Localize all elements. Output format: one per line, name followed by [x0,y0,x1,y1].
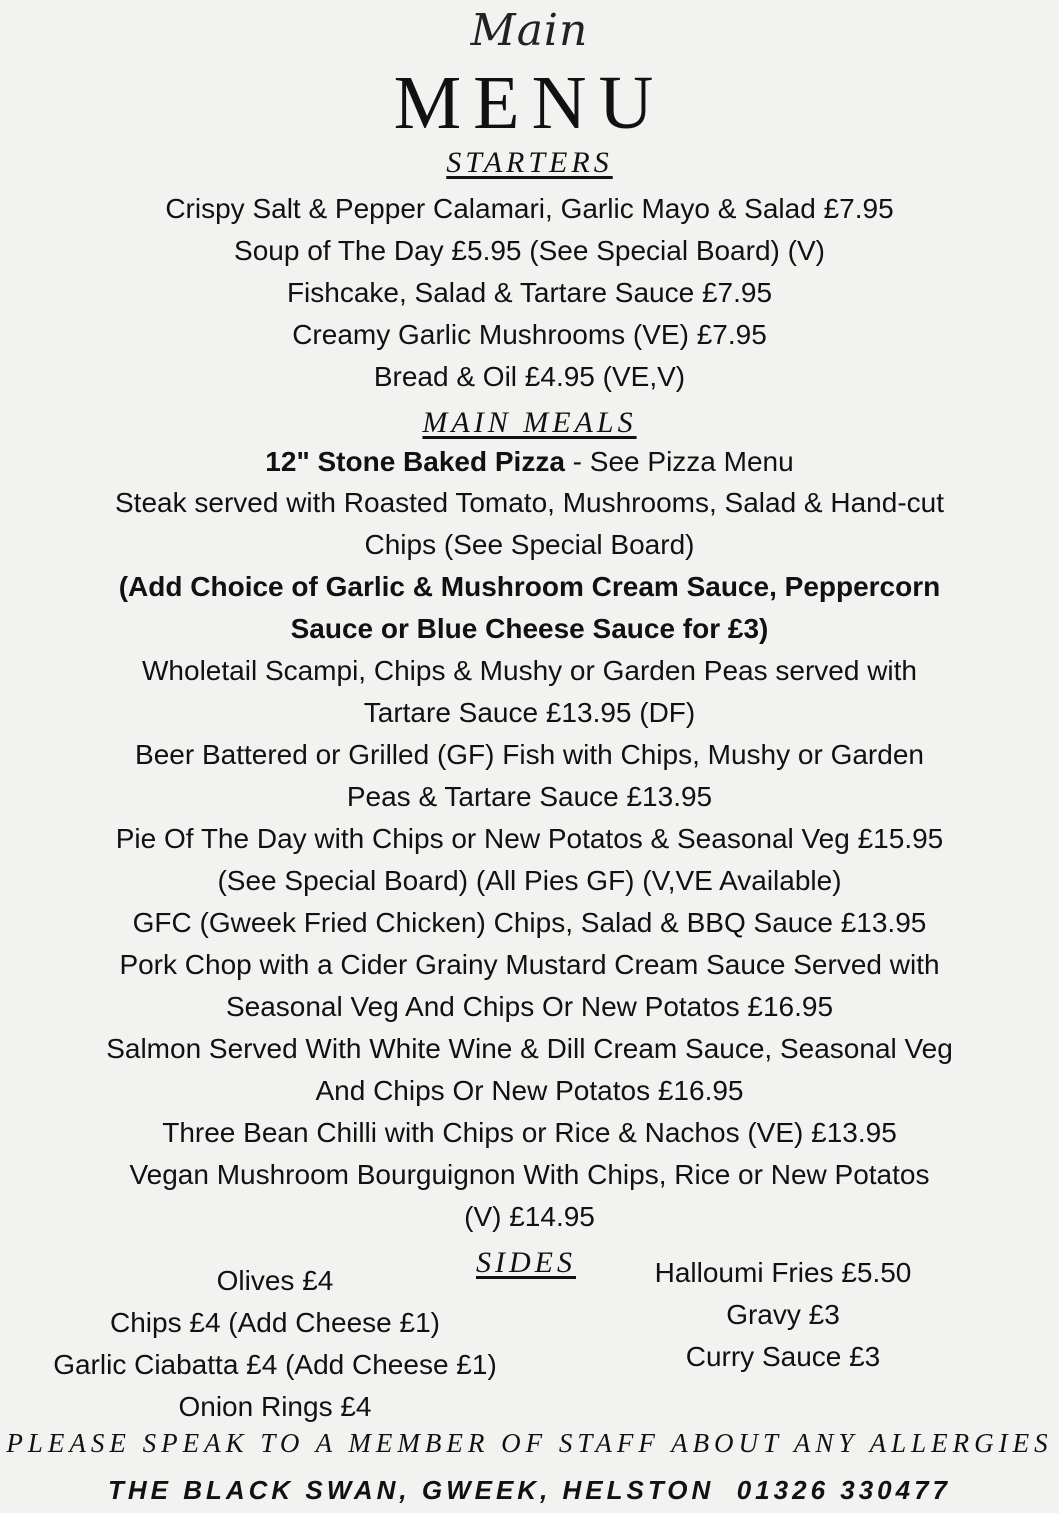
main-meals-heading: MAIN MEALS [422,406,637,439]
main-item-line: And Chips Or New Potatos £16.95 [315,1075,744,1106]
main-meals-list [0,442,1059,1238]
sauce-option-line: Sauce or Blue Cheese Sauce for £3) [290,613,769,644]
starter-item: Bread & Oil £4.95 (VE,V) [373,361,686,392]
side-item: Olives £4 [216,1265,334,1296]
sides-left-column [0,1260,550,1428]
side-item: Halloumi Fries £5.50 [654,1257,912,1288]
main-item-line: Pie Of The Day with Chips or New Potatos & Seasonal Veg £15.95 [115,823,944,854]
venue-address: THE BLACK SWAN, GWEEK, HELSTON 01326 330477 [107,1475,952,1505]
main-item-line: (See Special Board) (All Pies GF) (V,VE Available) [217,865,842,896]
starters-list [0,188,1059,398]
pizza-line [0,442,1059,482]
main-item-line: Wholetail Scampi, Chips & Mushy or Garden Peas served with [142,655,917,686]
main-item-line: Peas & Tartare Sauce £13.95 [346,781,713,812]
main-item-line: Pork Chop with a Cider Grainy Mustard Cream Sauce Served with [119,949,940,980]
menu-title: MENU [393,61,666,145]
starter-item: Crispy Salt & Pepper Calamari, Garlic Mayo & Salad £7.95 [165,193,894,224]
main-item-line: GFC (Gweek Fried Chicken) Chips, Salad & BBQ Sauce £13.95 [132,907,927,938]
side-item: Onion Rings £4 [178,1391,372,1422]
main-item-line: Seasonal Veg And Chips Or New Potatos £16.95 [225,991,834,1022]
main-item-line: Tartare Sauce £13.95 (DF) [363,697,696,728]
side-item: Chips £4 (Add Cheese £1) [110,1307,440,1338]
main-item-line: Vegan Mushroom Bourguignon With Chips, Rice or New Potatos [129,1159,930,1190]
starters-heading: STARTERS [446,146,613,179]
starter-item: Fishcake, Salad & Tartare Sauce £7.95 [286,277,773,308]
pizza-name: 12" Stone Baked Pizza [265,446,565,477]
allergy-notice: PLEASE SPEAK TO A MEMBER OF STAFF ABOUT ANY ALLERGIES [6,1428,1053,1458]
sides-right-column [600,1252,966,1378]
main-item-line: Chips (See Special Board) [364,529,695,560]
main-item-line: Steak served with Roasted Tomato, Mushrooms, Salad & Hand-cut [115,487,944,518]
main-item-line: Salmon Served With White Wine & Dill Cream Sauce, Seasonal Veg [106,1033,953,1064]
main-item-line: (V) £14.95 [464,1201,595,1232]
script-title: Main [470,5,589,56]
pizza-note: - See Pizza Menu [564,446,794,477]
main-item-line: Beer Battered or Grilled (GF) Fish with Chips, Mushy or Garden [135,739,924,770]
starter-item: Creamy Garlic Mushrooms (VE) £7.95 [292,319,767,350]
side-item: Garlic Ciabatta £4 (Add Cheese £1) [53,1349,497,1380]
sauce-option-line: (Add Choice of Garlic & Mushroom Cream Sauce, Peppercorn [118,571,941,602]
main-item-line: Three Bean Chilli with Chips or Rice & Nachos (VE) £13.95 [162,1117,897,1148]
starter-item: Soup of The Day £5.95 (See Special Board) (V) [234,235,825,266]
sides-heading: SIDES [476,1246,576,1279]
side-item: Gravy £3 [726,1299,840,1330]
side-item: Curry Sauce £3 [685,1341,881,1372]
